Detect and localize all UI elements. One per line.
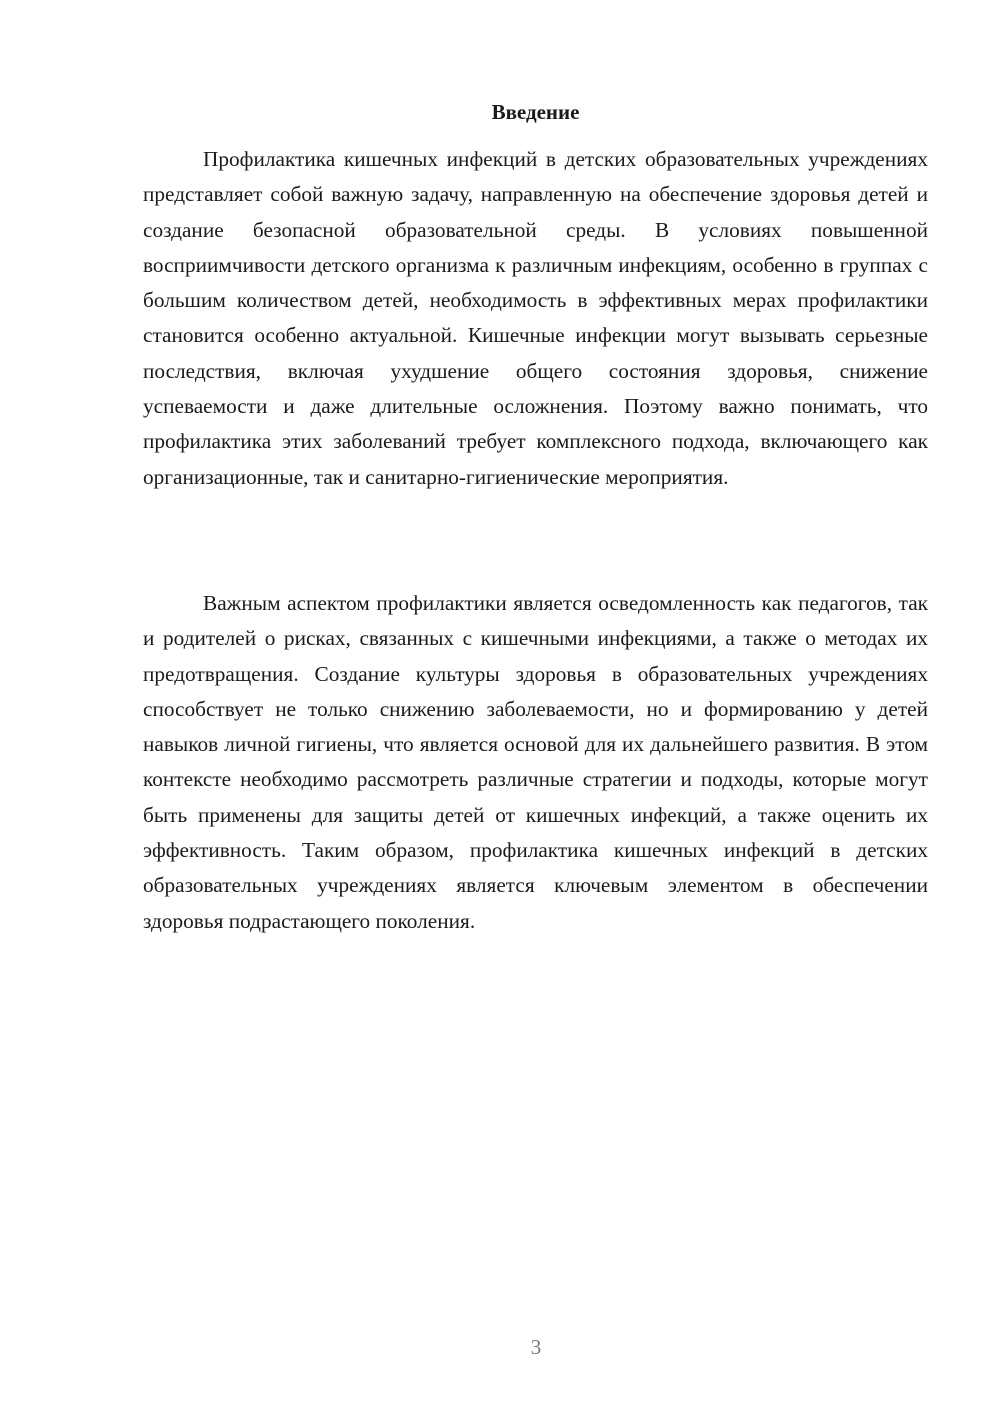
paragraph-intro: Профилактика кишечных инфекций в детских образовательных учреждениях представляет собой важную задачу, направленную на обеспечение здоровья детей и создание безопасной образовательной среды. В условиях повышенной восприимчивости детского организма к различным инфекциям, особенно в группах с большим количеством детей, необходимость в эффективных мерах профилактики становится особенно актуальной. Кишечные инфекции могут вызывать серьезные последствия, включая ухудшение общего состояния здоровья, снижение успеваемости и даже длительные осложнения. Поэтому важно понимать, что профилактика этих заболеваний требует комплексного подхода, включающего как организационные, так и санитарно-гигиенические мероприятия.	[143, 147, 928, 489]
section-title: Введение	[491, 100, 580, 124]
page-number: 3	[530, 1335, 542, 1359]
paragraph-awareness: Важным аспектом профилактики является осведомленность как педагогов, так и родителей о рисках, связанных с кишечными инфекциями, а также о методах их предотвращения. Создание культуры здоровья в образовательных учреждениях способствует не только снижению заболеваемости, но и формированию у детей навыков личной гигиены, что является основой для их дальнейшего развития. В этом контексте необходимо рассмотреть различные стратегии и подходы, которые могут быть применены для защиты детей от кишечных инфекций, а также оценить их эффективность. Таким образом, профилактика кишечных инфекций в детских образовательных учреждениях является ключевым элементом в обеспечении здоровья подрастающего поколения.	[143, 591, 928, 933]
